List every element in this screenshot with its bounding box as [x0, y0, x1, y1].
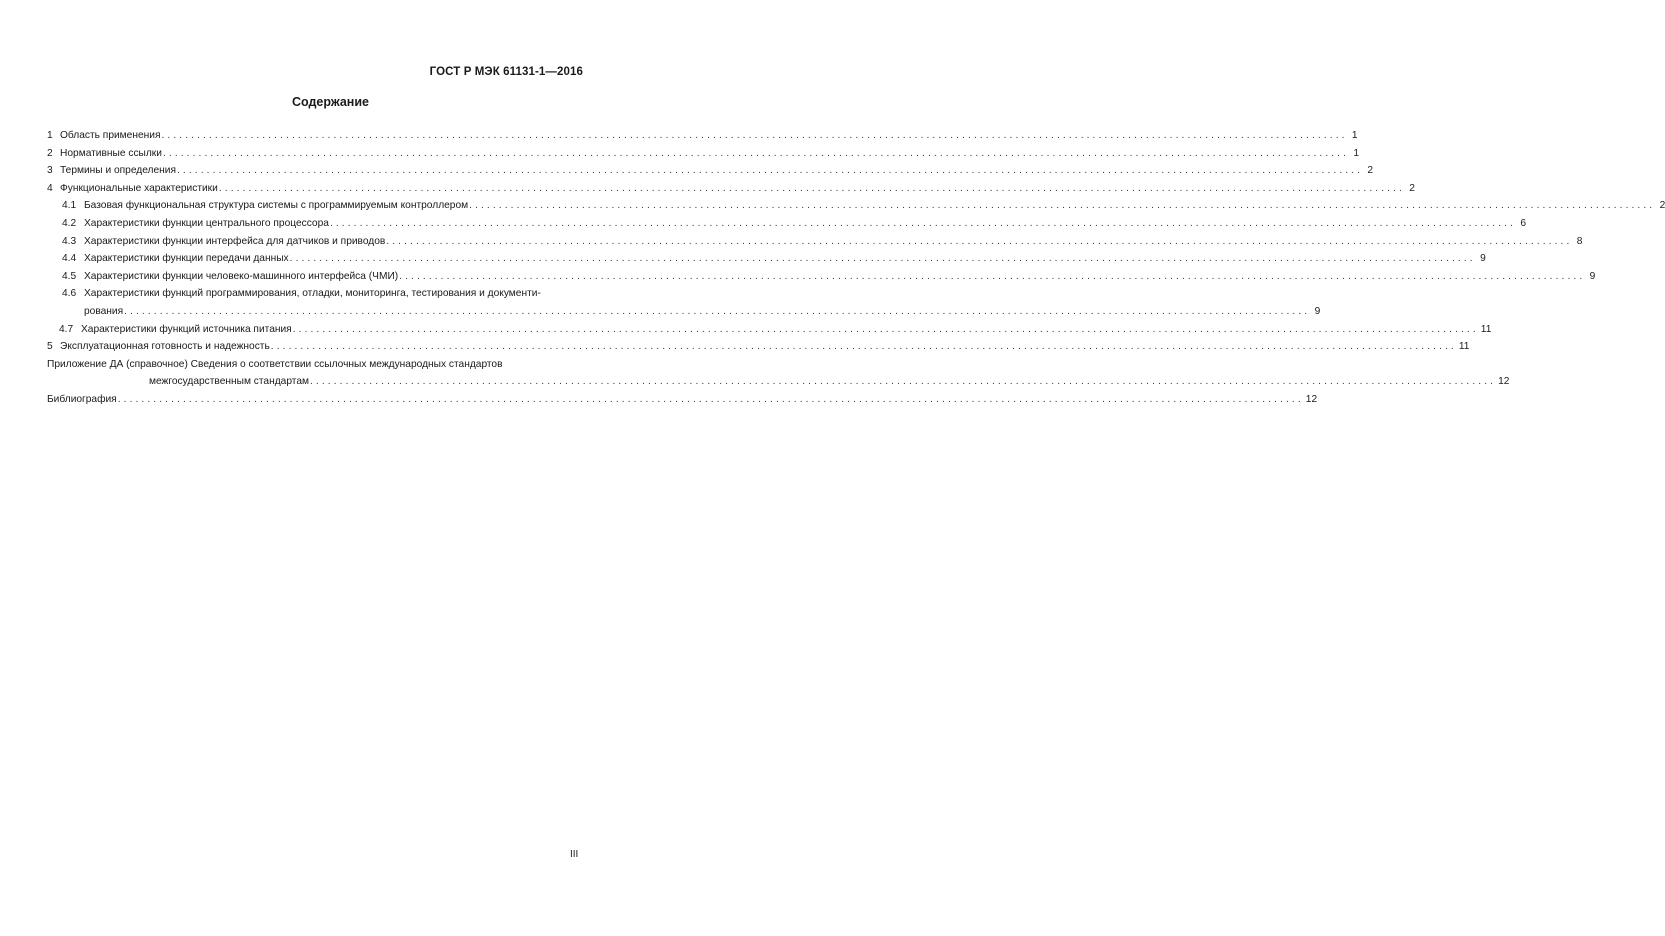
toc-entry-number: 4.6: [62, 288, 77, 300]
toc-entry-number: 4.5: [62, 270, 77, 282]
toc-leader-dots: ........................................................................................................................................................................................................: [289, 253, 1476, 265]
toc-entry-title: Эксплуатационная готовность и надежность: [60, 341, 270, 353]
toc-entry-title: Библиография: [47, 393, 117, 405]
toc-entry-title-line1: Характеристики функций программирования, отладки, мониторинга, тестирования и документи-: [84, 288, 541, 300]
toc-leader-dots: ........................................................................................................................................................................................................: [292, 323, 1479, 335]
toc-entry-number: 4.2: [62, 217, 77, 229]
toc-entry-number: 4.4: [62, 253, 77, 265]
table-of-contents: [47, 127, 1665, 409]
toc-entry-page: 1: [1351, 130, 1358, 141]
toc-entry-page: 2: [1659, 200, 1665, 212]
toc-entry-page: 8: [1576, 235, 1583, 247]
toc-entry-title: Область применения: [60, 130, 161, 141]
toc-leader-dots: ........................................................................................................................................................................................................: [399, 270, 1586, 282]
toc-entry-number: 2: [47, 147, 53, 159]
toc-entry-title: Базовая функциональная структура системы с программируемым контроллером: [84, 200, 469, 212]
document-id: ГОСТ Р МЭК 61131-1—2016: [429, 66, 583, 78]
toc-entry-page: 1: [1353, 147, 1360, 159]
toc-entry[interactable]: [47, 321, 1492, 339]
toc-leader-dots: ........................................................................................................................................................................................................: [270, 341, 1457, 353]
toc-entry-number: 4.7: [59, 323, 74, 335]
toc-entry-title: Термины и определения: [60, 165, 176, 177]
toc-entry-number: 5: [47, 341, 53, 353]
toc-entry-page: 2: [1409, 182, 1415, 194]
toc-leader-dots: ........................................................................................................................................................................................................: [386, 235, 1573, 247]
toc-leader-dots: ........................................................................................................................................................................................................: [469, 200, 1656, 212]
toc-entry[interactable]: [47, 215, 1527, 233]
toc-entry[interactable]: [47, 162, 1374, 180]
toc-entry[interactable]: [47, 233, 1583, 251]
toc-entry-number: 3: [47, 165, 53, 177]
toc-leader-dots: ........................................................................................................................................................................................................: [218, 182, 1405, 194]
toc-entry[interactable]: [47, 268, 1596, 286]
toc-entry-title: Характеристики функции интерфейса для датчиков и приводов: [84, 235, 386, 247]
toc-leader-dots: ........................................................................................................................................................................................................: [176, 165, 1364, 177]
toc-leader-dots: ........................................................................................................................................................................................................: [310, 376, 1497, 388]
toc-leader-dots: ........................................................................................................................................................................................................: [329, 217, 1517, 229]
toc-entry[interactable]: [47, 197, 1665, 215]
toc-entry-page: 11: [1458, 341, 1470, 353]
toc-entry[interactable]: [47, 127, 1358, 145]
toc-entry[interactable]: [47, 391, 1318, 409]
toc-entry[interactable]: [47, 145, 1360, 163]
page-title: Содержание: [291, 95, 369, 109]
toc-entry-title: Функциональные характеристики: [60, 182, 218, 194]
toc-entry-page: 9: [1314, 305, 1321, 317]
toc-entry-page: 11: [1480, 323, 1492, 335]
toc-entry-page: 9: [1589, 270, 1596, 282]
toc-entry-title: Характеристики функции передачи данных: [84, 253, 289, 265]
toc-leader-dots: ........................................................................................................................................................................................................: [124, 305, 1311, 317]
toc-entry-page: 2: [1367, 165, 1374, 177]
toc-entry-number: 4.1: [62, 200, 77, 212]
toc-leader-dots: ........................................................................................................................................................................................................: [162, 147, 1350, 159]
toc-entry-number: 1: [47, 130, 53, 141]
toc-leader-dots: ........................................................................................................................................................................................................: [117, 393, 1304, 405]
toc-entry-multiline[interactable]: [47, 285, 1321, 320]
toc-entry-page: 12: [1305, 393, 1318, 405]
toc-entry-title: Нормативные ссылки: [60, 147, 162, 159]
toc-entry[interactable]: [47, 250, 1486, 268]
toc-leader-dots: ........................................................................................................................................................................................................: [161, 130, 1348, 141]
toc-entry-title: Характеристики функции центрального процессора: [84, 217, 329, 229]
toc-entry-page: 6: [1520, 217, 1527, 229]
toc-entry-page: 12: [1498, 376, 1510, 388]
page-number: III: [570, 849, 579, 860]
toc-entry-title-line1: Приложение ДА (справочное) Сведения о соответствии ссылочных международных стандартов: [47, 358, 503, 370]
toc-entry[interactable]: [47, 180, 1415, 198]
toc-entry-title-line2: межгосударственным стандартам: [149, 376, 309, 388]
toc-entry-title-line2: рования: [84, 305, 124, 317]
toc-entry-annex[interactable]: [47, 356, 1510, 391]
toc-entry-title: Характеристики функции человеко-машинного интерфейса (ЧМИ): [84, 270, 399, 282]
toc-entry-number: 4: [47, 182, 53, 194]
toc-entry-title: Характеристики функций источника питания: [81, 323, 292, 335]
toc-entry-number: 4.3: [62, 235, 77, 247]
toc-entry-page: 9: [1480, 253, 1486, 265]
toc-entry[interactable]: [47, 338, 1470, 356]
